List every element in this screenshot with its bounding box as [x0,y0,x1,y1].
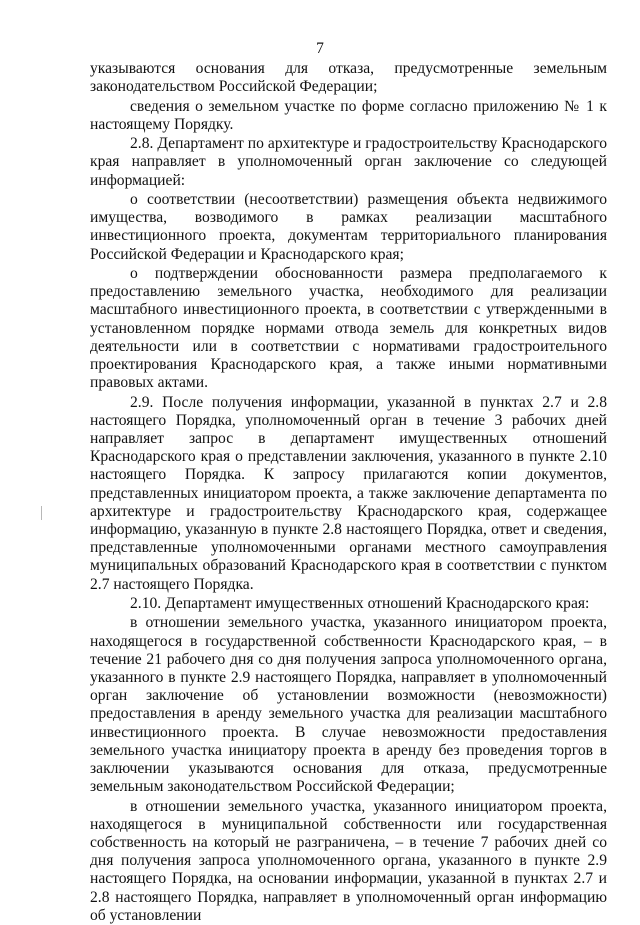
margin-mark [41,506,42,520]
paragraph-2-8-justification: о подтверждении обоснованности размера предполагаемого к предоставлению земельного участка, необходимого для реализации масштабного инвестиционного проекта, в соответствии с утвержденными в установленном порядке нормами отвода земель для конкретных видов деятельности или в соответствии с нормативами градостроительного проектирования Краснодарского края, а также иными нормативными правовых актами. [90,264,607,392]
paragraph-2-10: 2.10. Департамент имущественных отношений Краснодарского края: [130,595,590,613]
document-body [90,60,607,925]
paragraph-grounds-for-refusal: указываются основания для отказа, предусмотренные земельным законодательством Российской Федерации; [90,60,607,96]
paragraph-land-plot-info: сведения о земельном участке по форме согласно приложению № 1 к настоящему Порядку. [90,97,607,133]
page-number: 7 [316,40,324,57]
paragraph-2-10-state-property: в отношении земельного участка, указанного инициатором проекта, находящегося в государственной собственности Краснодарского края, – в течение 21 рабочего дня со дня получения запроса уполномоченного органа, указанного в пункте 2.9 настоящего Порядка, направляет в уполномоченный орган заключение об установлении возможности (невозможности) предоставления в аренду земельного участка для реализации масштабного инвестиционного проекта. В случае невозможности предоставления земельного участка инициатору проекта в аренду без проведения торгов в заключении указываются основания для отказа, предусмотренные земельным законодательством Российской Федерации; [90,614,607,796]
paragraph-2-8: 2.8. Департамент по архитектуре и градостроительству Краснодарского края направляет в уполномоченный орган заключение со следующей информацией: [90,135,607,189]
paragraph-2-8-compliance: о соответствии (несоответствии) размещения объекта недвижимого имущества, возводимого в рамках реализации масштабного инвестиционного проекта, документам территориального планирования Российской Федерации и Краснодарского края; [90,190,607,263]
paragraph-2-10-municipal-property: в отношении земельного участка, указанного инициатором проекта, находящегося в муниципальной собственности или государственная собственность на который не разграничена, – в течение 7 рабочих дней со дня получения запроса уполномоченного органа, указанного в пункте 2.9 настоящего Порядка, на основании информации, указанной в пунктах 2.7 и 2.8 настоящего Порядка, направляет в уполномоченный орган информацию об установлении [90,797,607,924]
paragraph-2-9: 2.9. После получения информации, указанной в пунктах 2.7 и 2.8 настоящего Порядка, уполномоченный орган в течение 3 рабочих дней направляет запрос в департамент имущественных отношений Краснодарского края о представлении заключения, указанного в пункте 2.10 настоящего Порядка. К запросу прилагаются копии документов, представленных инициатором проекта, а также заключение департамента по архитектуре и градостроительству Краснодарского края, содержащее информацию, указанную в пункте 2.8 настоящего Порядка, ответ и сведения, представленные уполномоченными органами местного самоуправления муниципальных образований Краснодарского края в соответствии с пунктом 2.7 настоящего Порядка. [90,393,607,593]
